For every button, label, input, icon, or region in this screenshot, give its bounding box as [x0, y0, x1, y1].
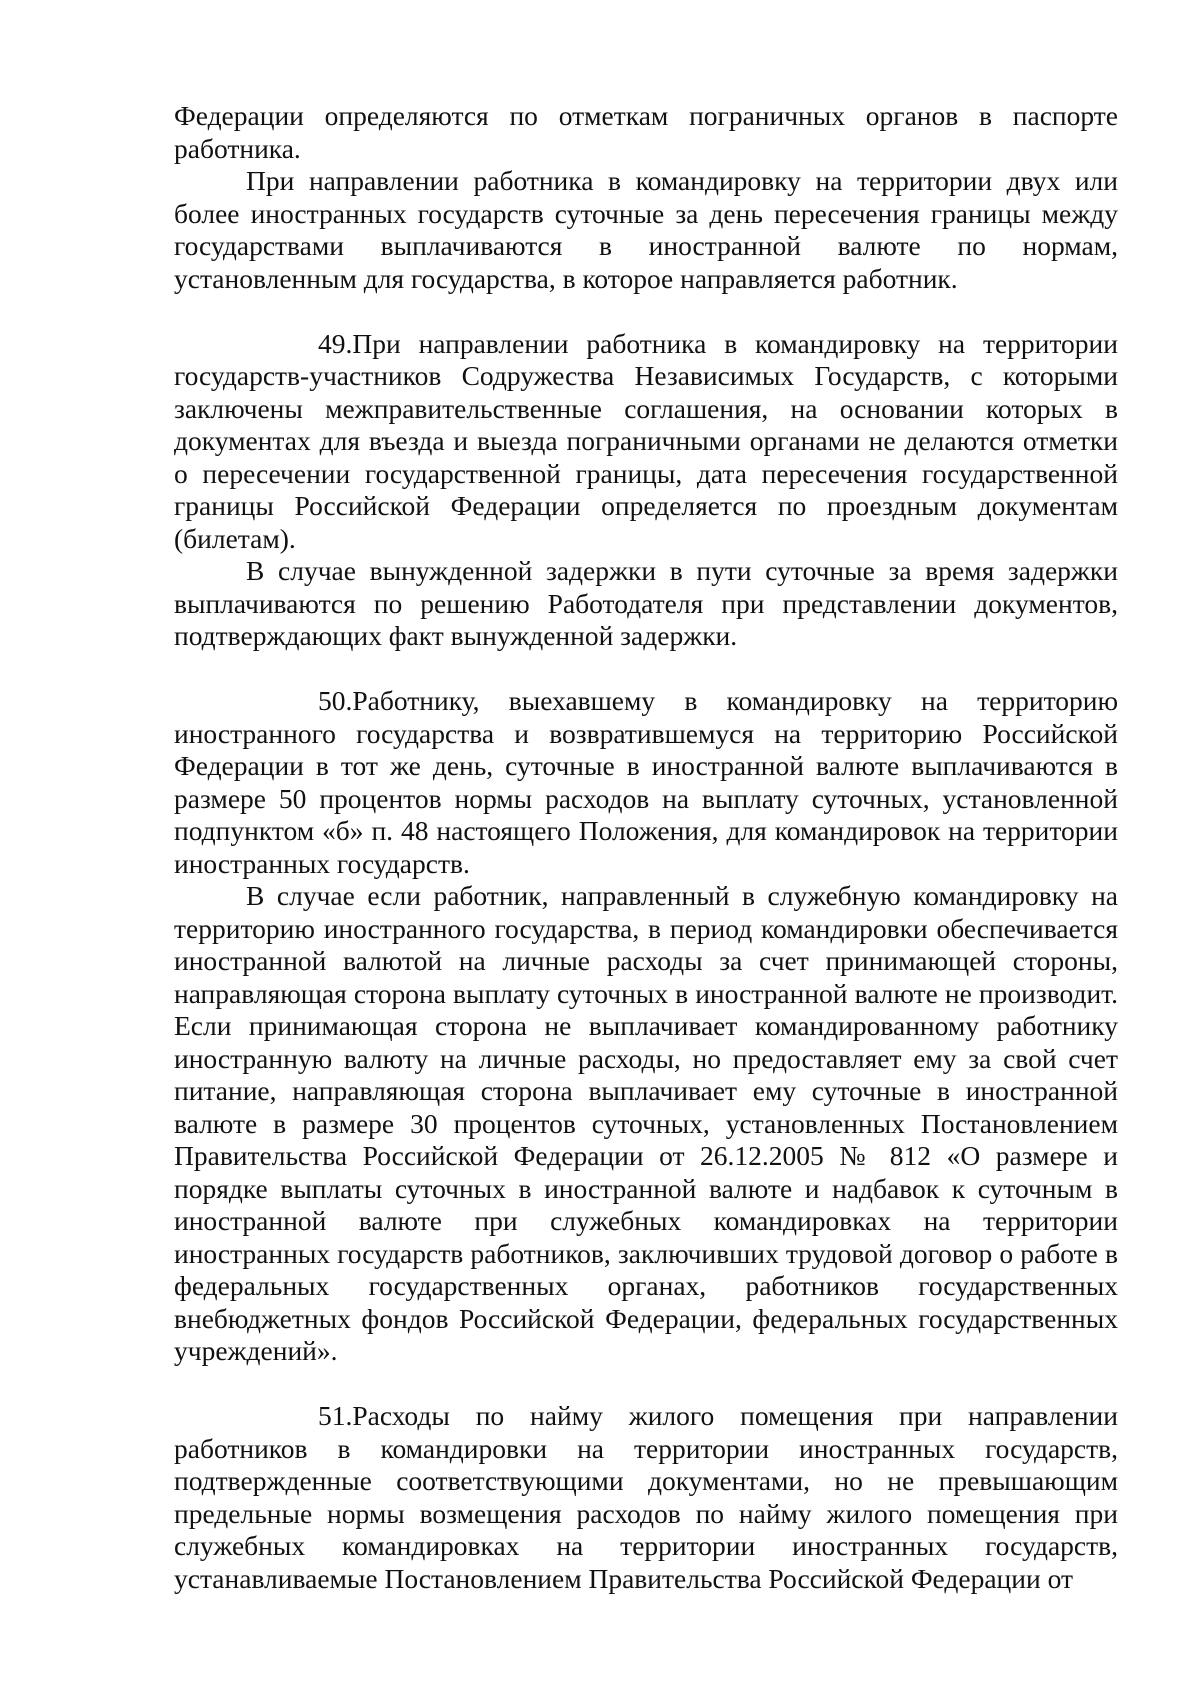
clause-50 — [174, 685, 1118, 880]
clause-number: 51. — [318, 1400, 353, 1431]
clause-51 — [174, 1400, 1118, 1595]
clause-text: При направлении работника в командировку на территории государств-участников Содружества Независимых Государств, с которыми заключены межправительственные соглашения, на основании которых в документах для въезда и выезда пограничными органами не делаются отметки о пересечении государственной границы, дата пересечения государственной границы Российской Федерации определяется по проездным документам (билетам). — [174, 327, 1118, 554]
document-page — [174, 100, 1118, 1595]
clause-number: 50. — [318, 685, 353, 716]
clause-number: 49. — [318, 327, 353, 359]
clause-text: Расходы по найму жилого помещения при направлении работников в командировки на территории иностранных государств, подтвержденные соответствующими документами, но не превышающим предельные нормы возмещения расходов по найму жилого помещения при служебных командировках на территории иностранных государств, устанавливаемые Постановлением Правительства Российской Федерации от — [174, 1400, 1118, 1594]
clause-49 — [174, 328, 1118, 556]
paragraph-two-states: При направлении работника в командировку на территории двух или более иностранных государств суточные за день пересечения границы между государствами выплачиваются в иностранной валюте по нормам, установленным для государства, в которое направляется работник. — [174, 165, 1118, 294]
paragraph-forced-delay: В случае вынужденной задержки в пути суточные за время задержки выплачиваются по решению Работодателя при представлении документов, подтверждающих факт вынужденной задержки. — [174, 555, 1118, 651]
paragraph-continuation: Федерации определяются по отметкам пограничных органов в паспорте работника. — [174, 100, 1118, 164]
paragraph-foreign-currency: В случае если работник, направленный в служебную командировку на территорию иностранного государства, в период командировки обеспечивается иностранной валютой на личные расходы за счет принимающей стороны, направляющая сторона выплату суточных в иностранной валюте не производит. Если принимающая сторона не выплачивает командированному работнику иностранную валюту на личные расходы, но предоставляет ему за свой счет питание, направляющая сторона выплачивает ему суточные в иностранной валюте в размере 30 процентов суточных, установленных Постановлением Правительства Российской Федерации от 26.12.2005 № 812 «О размере и порядке выплаты суточных в иностранной валюте и надбавок к суточным в иностранной валюте при служебных командировках на территории иностранных государств работников, заключивших трудовой договор о работе в федеральных государственных органах, работников государственных внебюджетных фондов Российской Федерации, федеральных государственных учреждений». — [174, 880, 1118, 1366]
clause-text: Работнику, выехавшему в командировку на территорию иностранного государства и возвратившемуся на территорию Российской Федерации в тот же день, суточные в иностранной валюте выплачиваются в размере 50 процентов нормы расходов на выплату суточных, установленной подпунктом «б» п. 48 настоящего Положения, для командировок на территории иностранных государств. — [174, 685, 1118, 879]
